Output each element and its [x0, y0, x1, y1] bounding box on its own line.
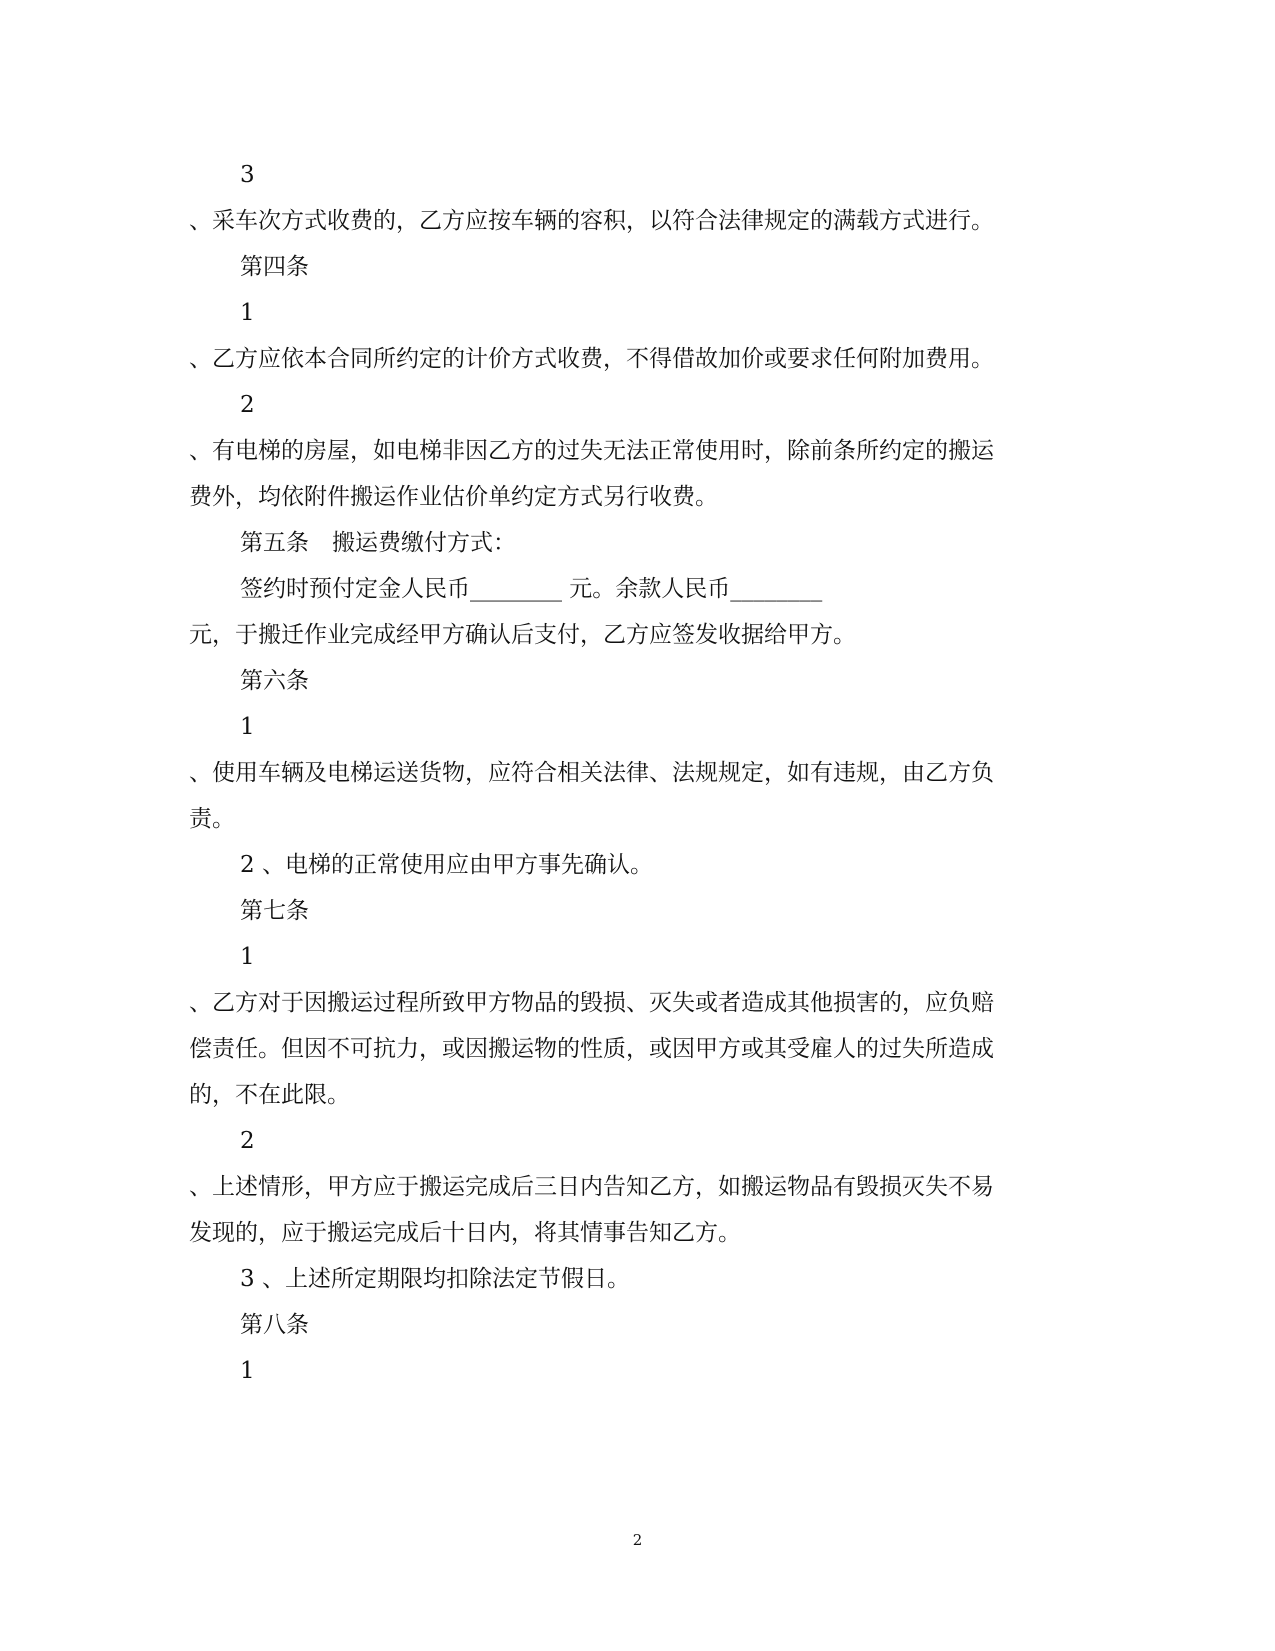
item-number: 2 — [240, 392, 255, 418]
text-line: 3 、上述所定期限均扣除法定节假日。 — [240, 1266, 630, 1292]
item-number: 1 — [240, 944, 255, 970]
article-heading: 第八条 — [240, 1312, 309, 1338]
text-line: 签约时预付定金人民币________ 元。余款人民币________ — [240, 576, 823, 602]
text-line: 、使用车辆及电梯运送货物，应符合相关法律、法规规定，如有违规，由乙方负 — [189, 760, 994, 786]
item-number: 3 — [240, 162, 255, 188]
text-line: 、乙方应依本合同所约定的计价方式收费，不得借故加价或要求任何附加费用。 — [189, 346, 994, 372]
article-heading: 第四条 — [240, 254, 309, 280]
article-heading: 第六条 — [240, 668, 309, 694]
text-line: 偿责任。但因不可抗力，或因搬运物的性质，或因甲方或其受雇人的过失所造成 — [189, 1036, 994, 1062]
item-number: 2 — [240, 1128, 255, 1154]
item-number: 1 — [240, 714, 255, 740]
text-line: 2 、电梯的正常使用应由甲方事先确认。 — [240, 852, 653, 878]
text-line: 、采车次方式收费的，乙方应按车辆的容积，以符合法律规定的满载方式进行。 — [189, 208, 994, 234]
text-line: 费外，均依附件搬运作业估价单约定方式另行收费。 — [189, 484, 718, 510]
page-number: 2 — [632, 1531, 643, 1549]
text-line: 、上述情形，甲方应于搬运完成后三日内告知乙方，如搬运物品有毁损灭失不易 — [189, 1174, 994, 1200]
text-line: 、乙方对于因搬运过程所致甲方物品的毁损、灭失或者造成其他损害的，应负赔 — [189, 990, 994, 1016]
text-line: 责。 — [189, 806, 235, 832]
text-line: 、有电梯的房屋，如电梯非因乙方的过失无法正常使用时，除前条所约定的搬运 — [189, 438, 994, 464]
item-number: 1 — [240, 1358, 255, 1384]
text-line: 元，于搬迁作业完成经甲方确认后支付，乙方应签发收据给甲方。 — [189, 622, 856, 648]
text-line: 的，不在此限。 — [189, 1082, 350, 1108]
article-heading: 第七条 — [240, 898, 309, 924]
article-heading: 第五条 搬运费缴付方式： — [240, 530, 516, 556]
item-number: 1 — [240, 300, 255, 326]
text-line: 发现的，应于搬运完成后十日内，将其情事告知乙方。 — [189, 1220, 741, 1246]
